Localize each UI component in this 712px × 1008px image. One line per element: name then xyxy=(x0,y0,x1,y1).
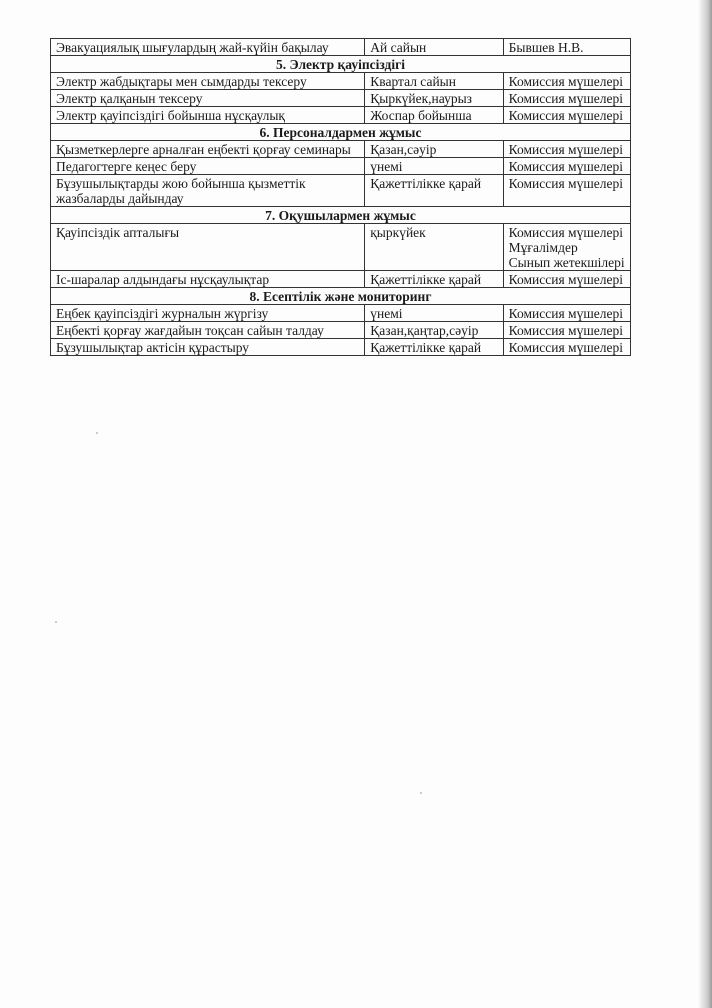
task-cell: Қауіпсіздік апталығы xyxy=(51,224,365,271)
period-cell: Қазан,қаңтар,сәуір xyxy=(365,322,503,339)
period-cell: қыркүйек xyxy=(365,224,503,271)
task-cell: Эвакуациялық шығулардың жай-күйін бақылау xyxy=(51,39,365,56)
safety-plan-table xyxy=(50,38,631,356)
table-row xyxy=(51,224,631,271)
scan-speck xyxy=(96,432,98,434)
responsible-cell xyxy=(503,305,630,322)
responsible-cell xyxy=(503,175,630,207)
responsible-name: Мұғалімдер xyxy=(508,240,578,255)
responsible-cell xyxy=(503,90,630,107)
safety-plan-table-body xyxy=(51,39,631,356)
table-row xyxy=(51,175,631,207)
task-cell: Еңбекті қорғау жағдайын тоқсан сайын талдау xyxy=(51,322,365,339)
scan-speck xyxy=(55,621,57,623)
period-cell: Қазан,сәуір xyxy=(365,141,503,158)
section-title: 6. Персоналдармен жұмыс xyxy=(51,124,631,141)
section-title: 8. Есептілік және мониторинг xyxy=(51,288,631,305)
responsible-cell xyxy=(503,339,630,356)
period-cell: Қажеттілікке қарай xyxy=(365,271,503,288)
period-cell: Қажеттілікке қарай xyxy=(365,175,503,207)
responsible-name: Комиссия мүшелері xyxy=(508,91,623,106)
table-row xyxy=(51,39,631,56)
task-cell: Электр қалқанын тексеру xyxy=(51,90,365,107)
period-cell: Квартал сайын xyxy=(365,73,503,90)
responsible-name: Комиссия мүшелері xyxy=(508,159,623,174)
task-cell: Электр қауіпсіздігі бойынша нұсқаулық xyxy=(51,107,365,124)
responsible-cell xyxy=(503,73,630,90)
table-row xyxy=(51,90,631,107)
task-cell: Бұзушылықтарды жою бойынша қызметтік жазбаларды дайындау xyxy=(51,175,365,207)
responsible-name: Комиссия мүшелері xyxy=(508,142,623,157)
responsible-cell xyxy=(503,158,630,175)
responsible-name: Сынып жетекшілері xyxy=(508,255,625,270)
responsible-cell xyxy=(503,39,630,56)
task-cell: Бұзушылықтар актісін құрастыру xyxy=(51,339,365,356)
section-header-row xyxy=(51,288,631,305)
period-cell: Қажеттілікке қарай xyxy=(365,339,503,356)
section-header-row xyxy=(51,207,631,224)
responsible-cell xyxy=(503,271,630,288)
task-cell: Педагогтерге кеңес беру xyxy=(51,158,365,175)
responsible-name: Комиссия мүшелері xyxy=(508,176,623,191)
period-cell: Жоспар бойынша xyxy=(365,107,503,124)
responsible-name: Комиссия мүшелері xyxy=(508,108,623,123)
task-cell: Іс-шаралар алдындағы нұсқаулықтар xyxy=(51,271,365,288)
table-row xyxy=(51,158,631,175)
responsible-name: Комиссия мүшелері xyxy=(508,323,623,338)
responsible-name: Комиссия мүшелері xyxy=(508,306,623,321)
responsible-cell xyxy=(503,322,630,339)
section-title: 5. Электр қауіпсіздігі xyxy=(51,56,631,73)
scan-page-edge xyxy=(698,0,712,1008)
responsible-cell xyxy=(503,141,630,158)
table-row xyxy=(51,339,631,356)
period-cell: Қыркүйек,наурыз xyxy=(365,90,503,107)
responsible-name: Комиссия мүшелері xyxy=(508,74,623,89)
responsible-name: Бывшев Н.В. xyxy=(508,40,584,55)
responsible-name: Комиссия мүшелері xyxy=(508,272,623,287)
responsible-name: Комиссия мүшелері xyxy=(508,225,623,240)
table-row xyxy=(51,305,631,322)
table-row xyxy=(51,73,631,90)
period-cell: үнемі xyxy=(365,305,503,322)
task-cell: Еңбек қауіпсіздігі журналын жүргізу xyxy=(51,305,365,322)
table-row xyxy=(51,141,631,158)
responsible-cell xyxy=(503,224,630,271)
table-row xyxy=(51,107,631,124)
responsible-name: Комиссия мүшелері xyxy=(508,340,623,355)
table-row xyxy=(51,271,631,288)
table-row xyxy=(51,322,631,339)
task-cell: Электр жабдықтары мен сымдарды тексеру xyxy=(51,73,365,90)
period-cell: Ай сайын xyxy=(365,39,503,56)
responsible-cell xyxy=(503,107,630,124)
period-cell: үнемі xyxy=(365,158,503,175)
section-header-row xyxy=(51,124,631,141)
task-cell: Қызметкерлерге арналған еңбекті қорғау семинары xyxy=(51,141,365,158)
section-header-row xyxy=(51,56,631,73)
section-title: 7. Оқушылармен жұмыс xyxy=(51,207,631,224)
scan-speck xyxy=(420,792,422,794)
